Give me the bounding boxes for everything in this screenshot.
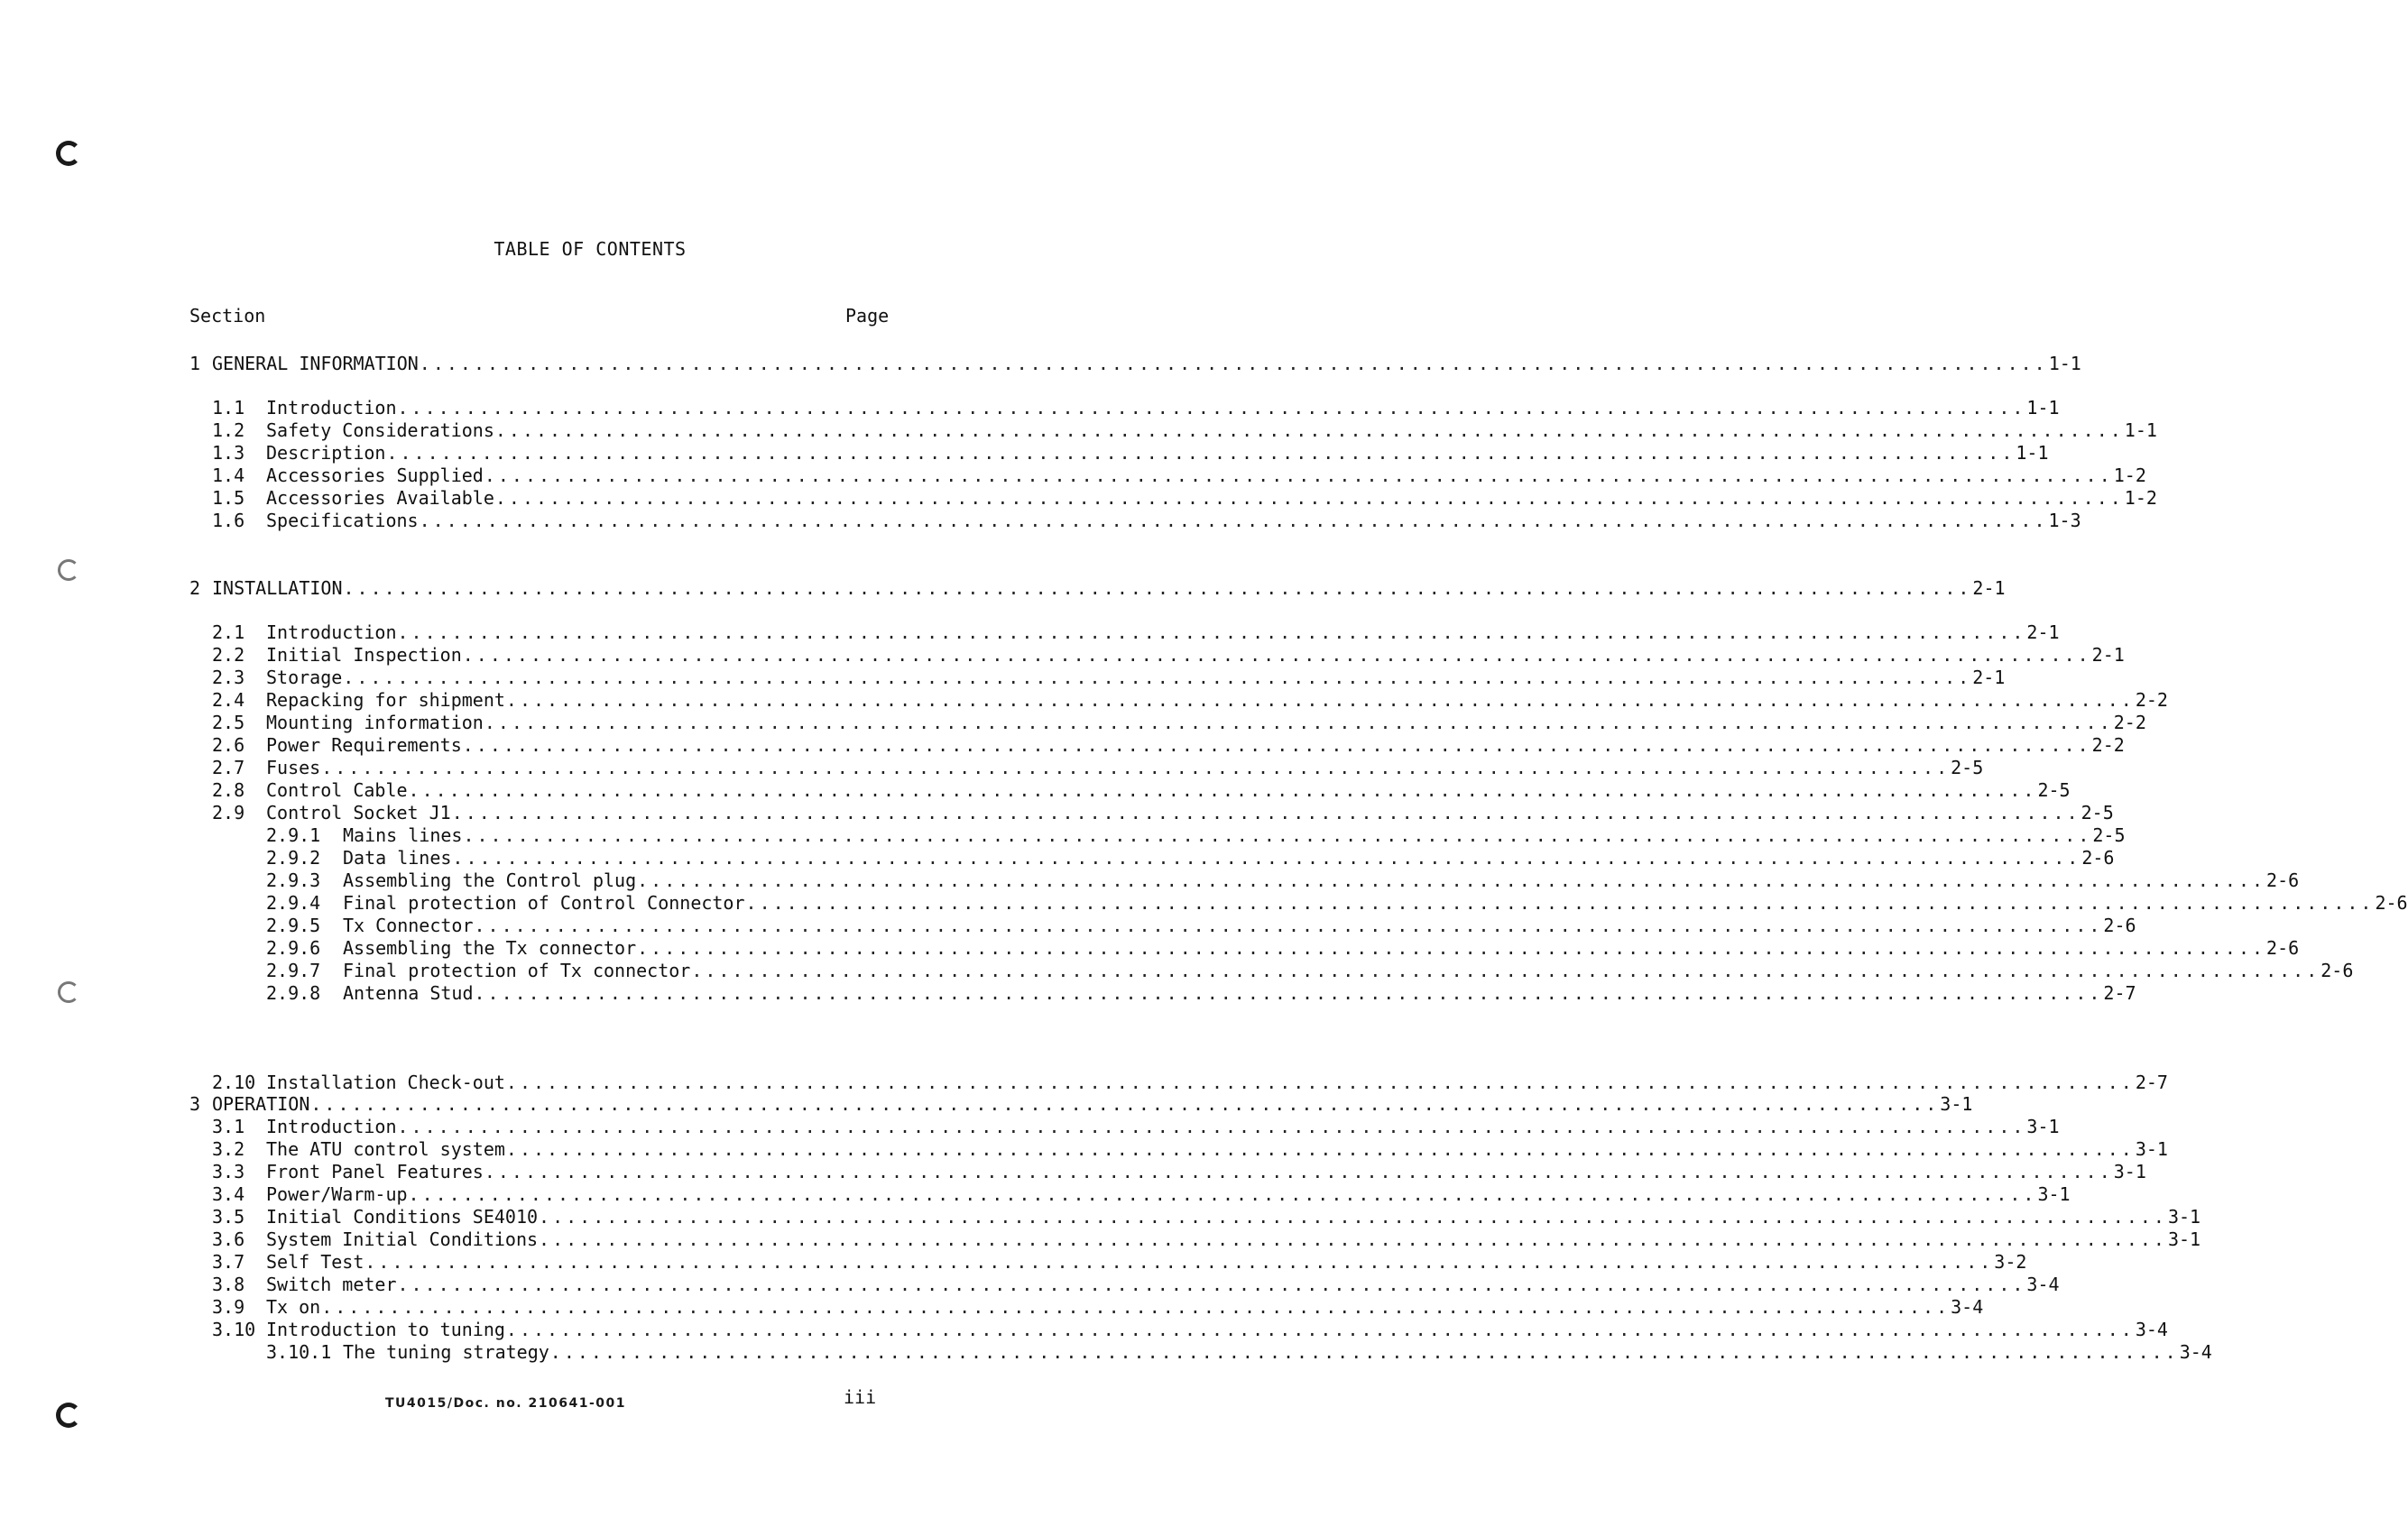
toc-entry[interactable] [189, 892, 2408, 915]
toc-entry-number: 2.3 [212, 667, 245, 688]
toc-entry[interactable] [189, 667, 2006, 689]
toc-entry-number: 2.8 [212, 779, 245, 801]
toc-entry-label: Initial Conditions SE4010 [266, 1206, 539, 1228]
toc-entry-page: 3-4 [2026, 1274, 2060, 1295]
page-number: iii [844, 1386, 877, 1408]
toc-entry-number: 3.2 [212, 1138, 245, 1160]
toc-leader-dots: ........................................................................................................................ [462, 644, 2091, 666]
toc-entry-page: 1-1 [2124, 419, 2157, 441]
toc-leader-dots: ........................................................................................................................ [408, 1183, 2037, 1205]
toc-entry-number: 1.5 [212, 487, 245, 509]
toc-entry-number: 3 [189, 1093, 201, 1115]
toc-entry[interactable] [189, 397, 2060, 419]
toc-entry-label: Initial Inspection [266, 644, 462, 666]
toc-entry-label: Final protection of Control Connector [343, 892, 745, 914]
toc-leader-dots: ........................................................................................................................ [484, 712, 2113, 733]
toc-entry[interactable] [189, 847, 2115, 869]
toc-entry-number: 2.10 [212, 1072, 256, 1093]
toc-entry-number: 2.7 [212, 757, 245, 778]
binder-hole-mark [56, 141, 81, 166]
toc-entry-number: 3.5 [212, 1206, 245, 1228]
toc-entry-page: 1-3 [2048, 510, 2081, 531]
toc-leader-dots: ........................................................................................................................ [745, 892, 2375, 914]
toc-leader-dots: ........................................................................................................................ [343, 667, 1972, 688]
toc-entry-page: 2-5 [2092, 824, 2126, 846]
toc-entry-page: 3-1 [2167, 1206, 2201, 1228]
toc-leader-dots: ........................................................................................................................ [419, 353, 2048, 374]
toc-entry-number: 2.9.1 [266, 824, 321, 846]
toc-entry-label: Assembling the Tx connector [343, 937, 637, 959]
toc-entry[interactable] [189, 1183, 2071, 1206]
toc-entry-number: 1.4 [212, 465, 245, 486]
toc-entry[interactable] [189, 1206, 2201, 1228]
toc-leader-dots: ........................................................................................................................ [397, 621, 2026, 643]
toc-entry-number: 2.9.4 [266, 892, 321, 914]
toc-entry[interactable] [189, 1251, 2027, 1274]
toc-entry-label: INSTALLATION [212, 577, 343, 599]
toc-entry[interactable] [189, 1228, 2201, 1251]
toc-entry-label: GENERAL INFORMATION [212, 353, 419, 374]
toc-entry-number: 2.9.6 [266, 937, 321, 959]
toc-entry-label: Antenna Stud [343, 982, 474, 1004]
toc-entry-label: Switch meter [266, 1274, 397, 1295]
toc-leader-dots: ........................................................................................................................ [494, 419, 2124, 441]
toc-entry[interactable] [189, 1161, 2146, 1183]
toc-entry[interactable] [189, 712, 2146, 734]
toc-leader-dots: ........................................................................................................................ [474, 982, 2103, 1004]
toc-entry-page: 2-7 [2103, 982, 2136, 1004]
toc-entry[interactable] [189, 1093, 1973, 1116]
toc-entry-label: Installation Check-out [266, 1072, 505, 1093]
toc-entry-label: Introduction [266, 621, 397, 643]
toc-entry[interactable] [189, 824, 2126, 847]
toc-entry-label: Accessories Supplied [266, 465, 484, 486]
toc-entry[interactable] [189, 960, 2354, 982]
toc-leader-dots: ........................................................................................................................ [549, 1341, 2179, 1363]
toc-entry-page: 2-1 [1972, 577, 2006, 599]
toc-entry-page: 2-6 [2375, 892, 2408, 914]
toc-entry-label: Assembling the Control plug [343, 869, 637, 891]
toc-entry-page: 2-6 [2103, 915, 2136, 936]
toc-entry-number: 3.8 [212, 1274, 245, 1295]
toc-entry-page: 2-1 [2091, 644, 2125, 666]
toc-entry-page: 2-2 [2113, 712, 2146, 733]
toc-entry[interactable] [189, 689, 2168, 712]
toc-leader-dots: ........................................................................................................................ [364, 1251, 1994, 1273]
toc-entry-label: Accessories Available [266, 487, 494, 509]
toc-entry[interactable] [189, 1274, 2060, 1296]
toc-entry-page: 3-4 [2135, 1319, 2168, 1340]
toc-entry-page: 1-1 [2016, 442, 2049, 464]
toc-leader-dots: ........................................................................................................................ [505, 1138, 2135, 1160]
toc-leader-dots: ........................................................................................................................ [494, 487, 2124, 509]
toc-entry-label: Fuses [266, 757, 321, 778]
toc-entry-number: 3.6 [212, 1228, 245, 1250]
toc-entry-label: Storage [266, 667, 343, 688]
toc-entry-number: 2 [189, 577, 201, 599]
toc-entry-label: Repacking for shipment [266, 689, 505, 711]
toc-entry-label: Mounting information [266, 712, 484, 733]
toc-entry-page: 2-1 [1972, 667, 2006, 688]
toc-entry-number: 2.9.8 [266, 982, 321, 1004]
toc-entry-page: 2-6 [2266, 869, 2300, 891]
toc-entry-page: 2-5 [2037, 779, 2071, 801]
toc-entry-number: 3.10 [212, 1319, 256, 1340]
toc-entry-page: 3-1 [2037, 1183, 2071, 1205]
toc-leader-dots: ........................................................................................................................ [310, 1093, 1940, 1115]
toc-leader-dots: ........................................................................................................................ [462, 734, 2091, 756]
toc-leader-dots: ........................................................................................................................ [637, 937, 2266, 959]
toc-entry[interactable] [189, 757, 1984, 779]
toc-entry-number: 3.3 [212, 1161, 245, 1182]
toc-entry-number: 2.1 [212, 621, 245, 643]
toc-entry-page: 1-1 [2048, 353, 2081, 374]
toc-entry-number: 2.9.3 [266, 869, 321, 891]
toc-entry[interactable] [189, 802, 2114, 824]
toc-entry[interactable] [189, 465, 2146, 487]
toc-entry[interactable] [189, 1116, 2060, 1138]
toc-leader-dots: ........................................................................................................................ [451, 802, 2080, 823]
toc-entry-label: Power/Warm-up [266, 1183, 408, 1205]
toc-leader-dots: ........................................................................................................................ [408, 779, 2037, 801]
toc-entry-number: 2.2 [212, 644, 245, 666]
toc-leader-dots: ........................................................................................................................ [474, 915, 2103, 936]
toc-entry-number: 3.4 [212, 1183, 245, 1205]
toc-entry-page: 3-2 [1994, 1251, 2027, 1273]
toc-leader-dots: ........................................................................................................................ [484, 465, 2113, 486]
toc-entry[interactable] [189, 353, 2081, 375]
toc-entry[interactable] [189, 1341, 2212, 1364]
toc-entry-label: Tx on [266, 1296, 321, 1318]
toc-entry-page: 3-1 [2167, 1228, 2201, 1250]
page-column-header: Page [845, 305, 890, 327]
toc-entry-number: 3.10.1 [266, 1341, 332, 1363]
toc-entry-page: 2-5 [1951, 757, 1984, 778]
toc-entry-label: The ATU control system [266, 1138, 505, 1160]
toc-entry-number: 3.7 [212, 1251, 245, 1273]
toc-leader-dots: ........................................................................................................................ [539, 1206, 2167, 1228]
toc-entry[interactable] [189, 644, 2125, 667]
toc-entry-label: Data lines [343, 847, 452, 869]
binder-hole-mark [58, 981, 79, 1003]
binder-hole-mark [56, 1403, 81, 1428]
toc-leader-dots: ........................................................................................................................ [386, 442, 2016, 464]
section-column-header: Section [189, 305, 266, 327]
toc-entry[interactable] [189, 869, 2300, 892]
toc-entry-page: 3-1 [2026, 1116, 2060, 1137]
toc-entry[interactable] [189, 779, 2071, 802]
toc-entry-label: Front Panel Features [266, 1161, 484, 1182]
toc-leader-dots: ........................................................................................................................ [505, 689, 2135, 711]
toc-entry-label: Specifications [266, 510, 419, 531]
toc-entry-number: 1.2 [212, 419, 245, 441]
toc-entry-label: Self Test [266, 1251, 364, 1273]
toc-entry-label: OPERATION [212, 1093, 310, 1115]
toc-leader-dots: ........................................................................................................................ [419, 510, 2048, 531]
toc-leader-dots: ........................................................................................................................ [505, 1072, 2135, 1093]
toc-entry-page: 1-2 [2124, 487, 2157, 509]
toc-entry-page: 2-1 [2026, 621, 2060, 643]
toc-entry[interactable] [189, 442, 2049, 465]
toc-entry[interactable] [189, 621, 2060, 644]
toc-leader-dots: ........................................................................................................................ [321, 1296, 1951, 1318]
toc-entry-label: Tx Connector [343, 915, 474, 936]
toc-entry-label: Mains lines [343, 824, 463, 846]
toc-entry-number: 1.6 [212, 510, 245, 531]
toc-entry-page: 2-7 [2135, 1072, 2168, 1093]
toc-entry-number: 2.4 [212, 689, 245, 711]
toc-entry-number: 2.9.5 [266, 915, 321, 936]
toc-leader-dots: ........................................................................................................................ [452, 847, 2081, 869]
document-reference: TU4015/Doc. no. 210641-001 [385, 1396, 626, 1411]
toc-entry-page: 3-1 [2113, 1161, 2146, 1182]
toc-entry[interactable] [189, 1072, 2168, 1094]
toc-entry-number: 2.9.2 [266, 847, 321, 869]
toc-entry-label: Safety Considerations [266, 419, 494, 441]
toc-leader-dots: ........................................................................................................................ [505, 1319, 2135, 1340]
toc-entry-number: 2.9.7 [266, 960, 321, 981]
toc-leader-dots: ........................................................................................................................ [397, 1274, 2026, 1295]
toc-entry-page: 2-6 [2320, 960, 2354, 981]
toc-entry-label: Control Socket J1 [266, 802, 451, 823]
toc-leader-dots: ........................................................................................................................ [397, 397, 2026, 419]
toc-entry-page: 2-2 [2091, 734, 2125, 756]
toc-entry-label: Introduction [266, 397, 397, 419]
toc-entry-number: 2.5 [212, 712, 245, 733]
toc-entry[interactable] [189, 1138, 2168, 1161]
toc-entry-number: 2.9 [212, 802, 245, 823]
toc-leader-dots: ........................................................................................................................ [691, 960, 2320, 981]
toc-entry[interactable] [189, 577, 2006, 600]
toc-entry-number: 2.6 [212, 734, 245, 756]
toc-entry-label: Introduction [266, 1116, 397, 1137]
page-title: TABLE OF CONTENTS [494, 238, 687, 260]
toc-entry[interactable] [189, 982, 2136, 1005]
toc-leader-dots: ........................................................................................................................ [539, 1228, 2167, 1250]
toc-entry-page: 3-1 [2135, 1138, 2168, 1160]
toc-leader-dots: ........................................................................................................................ [637, 869, 2266, 891]
toc-entry-page: 3-4 [2179, 1341, 2212, 1363]
toc-entry-number: 1.3 [212, 442, 245, 464]
toc-entry-number: 1.1 [212, 397, 245, 419]
toc-entry[interactable] [189, 487, 2157, 510]
toc-entry-number: 1 [189, 353, 201, 374]
toc-entry-page: 2-5 [2080, 802, 2114, 823]
toc-entry[interactable] [189, 1296, 1984, 1319]
toc-entry-page: 1-2 [2113, 465, 2146, 486]
toc-entry-label: Final protection of Tx connector [343, 960, 691, 981]
binder-hole-mark [58, 559, 79, 581]
toc-entry-label: System Initial Conditions [266, 1228, 539, 1250]
toc-entry[interactable] [189, 1319, 2168, 1341]
toc-entry-page: 2-6 [2266, 937, 2300, 959]
toc-entry[interactable] [189, 419, 2157, 442]
toc-entry-page: 2-6 [2081, 847, 2115, 869]
toc-entry-page: 3-4 [1951, 1296, 1984, 1318]
toc-leader-dots: ........................................................................................................................ [463, 824, 2092, 846]
toc-leader-dots: ........................................................................................................................ [484, 1161, 2113, 1182]
toc-entry-label: Description [266, 442, 386, 464]
toc-entry-label: Introduction to tuning [266, 1319, 505, 1340]
toc-entry-number: 3.1 [212, 1116, 245, 1137]
toc-entry-page: 1-1 [2026, 397, 2060, 419]
toc-entry[interactable] [189, 915, 2136, 937]
toc-entry[interactable] [189, 937, 2300, 960]
toc-entry-label: Power Requirements [266, 734, 462, 756]
toc-entry-number: 3.9 [212, 1296, 245, 1318]
toc-entry-label: Control Cable [266, 779, 408, 801]
toc-leader-dots: ........................................................................................................................ [321, 757, 1951, 778]
toc-leader-dots: ........................................................................................................................ [343, 577, 1972, 599]
toc-entry[interactable] [189, 734, 2125, 757]
toc-entry-page: 3-1 [1940, 1093, 1973, 1115]
toc-entry-label: The tuning strategy [343, 1341, 549, 1363]
toc-leader-dots: ........................................................................................................................ [397, 1116, 2026, 1137]
toc-entry-page: 2-2 [2135, 689, 2168, 711]
toc-entry[interactable] [189, 510, 2081, 532]
